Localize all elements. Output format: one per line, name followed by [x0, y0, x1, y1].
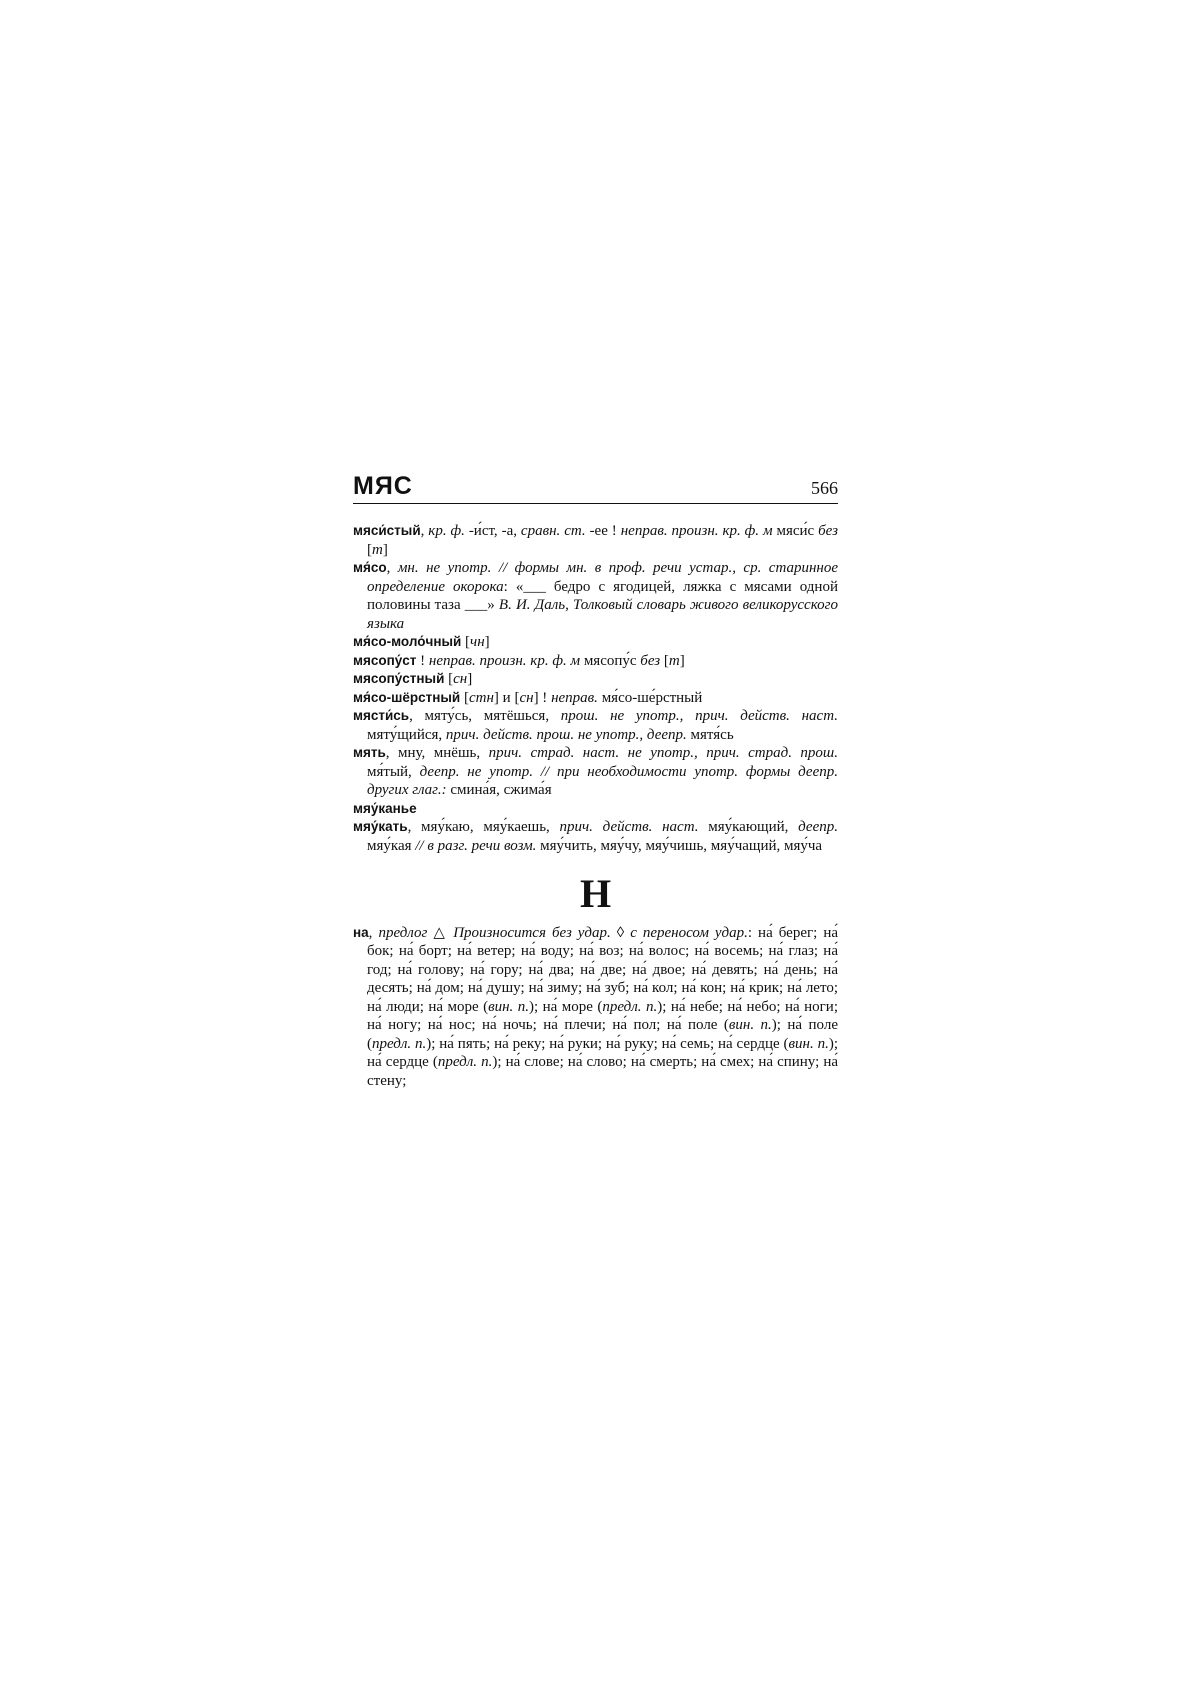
- headword: мя́со-шёрстный: [353, 689, 461, 705]
- dictionary-entry: мя́со-шёрстный [стн] и [сн] ! неправ. мя́со-ше́рстный: [353, 689, 703, 706]
- headword: мя́со-моло́чный: [353, 634, 462, 649]
- dictionary-entry: мясопу́ст ! неправ. произн. кр. ф. м мясопу́с без [т]: [353, 652, 685, 669]
- running-head-word: МЯС: [353, 472, 413, 500]
- dictionary-entry: мясти́сь, мяту́сь, мятёшься, прош. не употр., прич. действ. наст. мяту́щийся, прич. действ. прош. не употр., деепр. мятя́сь: [353, 708, 838, 743]
- entries-list: [353, 522, 838, 1090]
- headword: мяу́канье: [353, 800, 417, 816]
- headword: мяу́кать: [353, 819, 408, 834]
- dictionary-entry: мяу́кать, мяу́каю, мяу́каешь, прич. действ. наст. мяу́кающий, деепр. мяу́кая // в разг. речи возм. мяу́чить, мяу́чу, мяу́чишь, мяу́чащий, мяу́ча: [353, 819, 838, 854]
- headword: мясти́сь: [353, 708, 410, 723]
- dictionary-page: [353, 472, 838, 1090]
- dictionary-entry: мяси́стый, кр. ф. -и́ст, -а, сравн. ст. -ее ! неправ. произн. кр. ф. м мяси́с без [т]: [353, 523, 838, 558]
- headword: мяси́стый: [353, 523, 421, 538]
- headword: мя́со: [353, 560, 387, 575]
- headword: мясопу́стный: [353, 671, 445, 686]
- dictionary-entry: мя́со-моло́чный [чн]: [353, 634, 490, 650]
- dictionary-entry: мясопу́стный [сн]: [353, 671, 473, 687]
- headword: мясопу́ст: [353, 652, 417, 668]
- dictionary-entry: мять, мну, мнёшь, прич. страд. наст. не употр., прич. страд. прош. мя́тый, деепр. не употр. // при необходимости употр. формы деепр. других глаг.: смина́я, сжима́я: [353, 745, 839, 798]
- headword: мять: [353, 745, 386, 760]
- headword: на: [353, 924, 369, 940]
- dictionary-entry: мя́со, мн. не употр. // формы мн. в проф. речи устар., ср. старинное определение окорока: «___ бедро с ягодицей, ляжка с мясами одной половины таза ___» В. И. Даль, Толковый словарь живого великорусского языка: [353, 560, 839, 632]
- running-head: [353, 472, 838, 504]
- section-letter: Н: [579, 871, 612, 916]
- dictionary-entry: [353, 800, 838, 819]
- dictionary-entry-na: на, предлог △ Произносится без удар. ◊ с переносом удар.: на́ берег; на́ бок; на́ борт; на́ ветер; на́ воду; на́ воз; на́ волос; на́ восемь; на́ глаз; на́ год; на́ голову; на́ гору; на́ два; на́ две; на́ двое; на́ девять; на́ день; на́ десять; на́ дом; на́ душу; на́ зиму; на́ зуб; на́ кол; на́ кон; на́ крик; на́ лето; на́ люди; на́ море (вин. п.); на́ море (предл. п.); на́ небе; на́ небо; на́ ноги; на́ ногу; на́ нос; на́ ночь; на́ плечи; на́ пол; на́ поле (вин. п.); на́ поле (предл. п.); на́ пять; на́ реку; на́ руки; на́ руку; на́ семь; на́ сердце (вин. п.); на́ сердце (предл. п.); на́ слове; на́ слово; на́ смерть; на́ смех; на́ спину; на́ стену;: [353, 924, 839, 1089]
- page-number: 566: [811, 478, 838, 498]
